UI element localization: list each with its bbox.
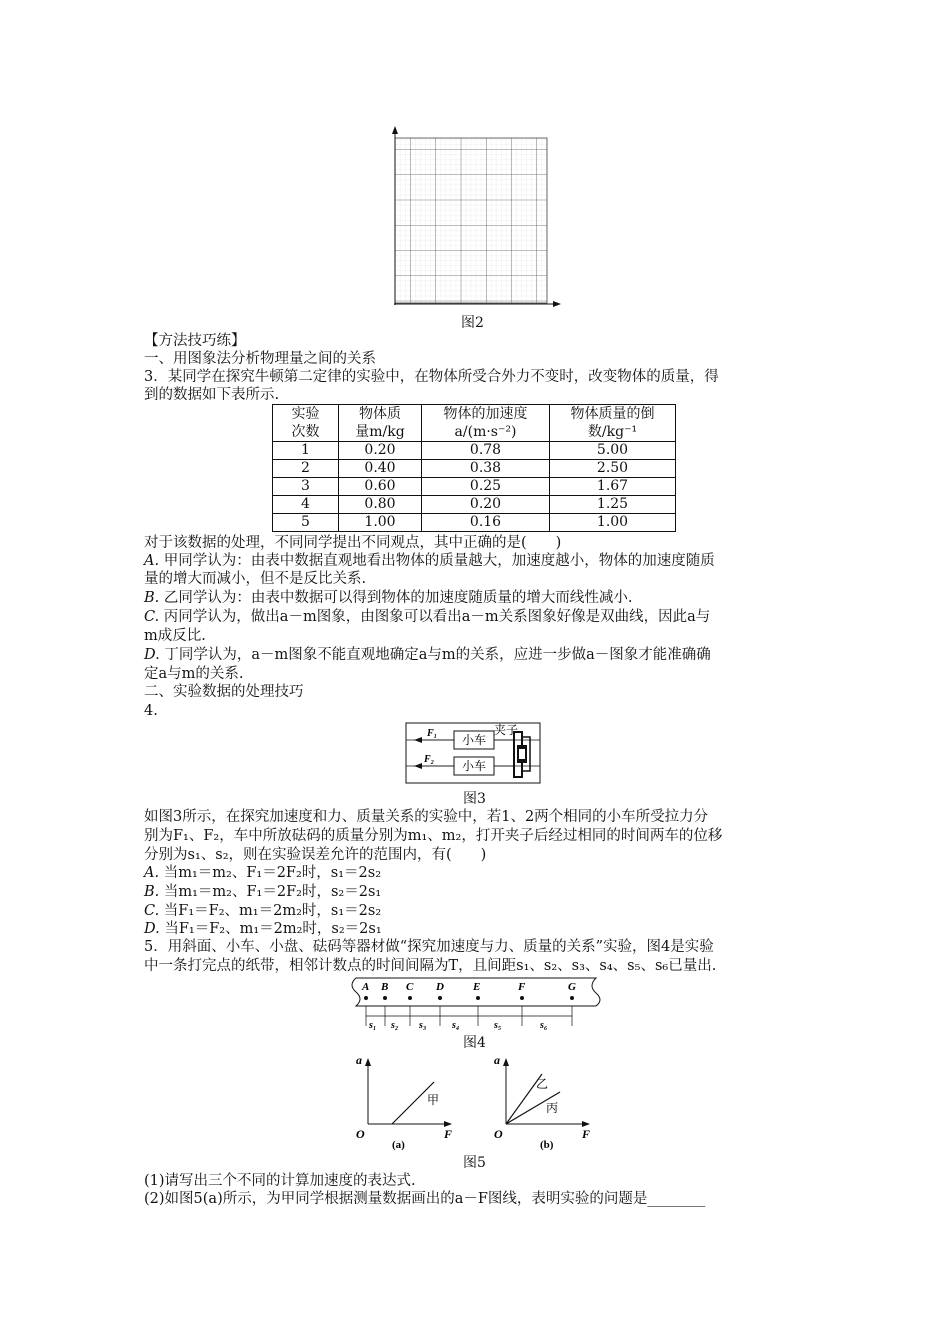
part2-title: 二、实验数据的处理技巧 bbox=[144, 684, 304, 700]
section-title: 【方法技巧练】 bbox=[144, 333, 246, 349]
q4-stem-line2: 别为F₁、F₂，车中所放砝码的质量分别为m₁、m₂，打开夹子后经过相同的时间两车的位移 bbox=[144, 828, 723, 844]
header-cell: 物体的加速度 a/(m·s⁻²) bbox=[422, 405, 550, 442]
tape-point-f: F bbox=[518, 981, 526, 993]
tape-seg-3: s₃ bbox=[419, 1020, 427, 1031]
graph-b-line1-label: 乙 bbox=[536, 1077, 549, 1091]
graph-b-y-label: a bbox=[494, 1053, 500, 1067]
tape-seg-6: s₆ bbox=[540, 1020, 548, 1031]
q3-option-c: C. 丙同学认为，做出a－m图象，由图象可以看出a－m关系图象好像是双曲线，因此a与 bbox=[144, 609, 711, 625]
f1-label: F₁ bbox=[427, 728, 438, 739]
tape-point-c: C bbox=[406, 981, 414, 993]
header-cell: 实验 次数 bbox=[273, 405, 339, 442]
cart-2-label: 小车 bbox=[461, 759, 487, 773]
graph-b-x-label: F bbox=[582, 1127, 591, 1141]
fig4-caption: 图4 bbox=[463, 1035, 486, 1051]
fig3-caption: 图3 bbox=[463, 791, 486, 807]
tape-seg-1: s₁ bbox=[369, 1020, 377, 1031]
clip-label: 夹子 bbox=[494, 723, 519, 737]
q4-option-a: A. 当m₁＝m₂、F₁＝2F₂时，s₁＝2s₂ bbox=[144, 865, 382, 881]
q5-sub1: (1)请写出三个不同的计算加速度的表达式. bbox=[144, 1173, 416, 1189]
q3-option-d-cont: 定a与m的关系. bbox=[144, 666, 244, 682]
tape-seg-2: s₂ bbox=[391, 1020, 399, 1031]
q3-stem-line1: 3．某同学在探究牛顿第二定律的实验中，在物体所受合外力不变时，改变物体的质量，得 bbox=[144, 369, 719, 385]
q3-option-a-cont: 量的增大而减小，但不是反比关系. bbox=[144, 571, 367, 587]
tape-point-b: B bbox=[381, 981, 389, 993]
table-row: 5 1.00 0.16 1.00 bbox=[273, 514, 676, 532]
q3-option-a: A. 甲同学认为：由表中数据直观地看出物体的质量越大，加速度越小，物体的加速度随质 bbox=[144, 553, 715, 569]
tape-seg-5: s₅ bbox=[494, 1020, 502, 1031]
header-cell: 物体质量的倒 数/kg⁻¹ bbox=[550, 405, 676, 442]
table-row: 1 0.20 0.78 5.00 bbox=[273, 442, 676, 460]
graph-a-x-label: F bbox=[444, 1127, 453, 1141]
table-row: 3 0.60 0.25 1.67 bbox=[273, 478, 676, 496]
graph-b-line2-label: 丙 bbox=[546, 1101, 559, 1115]
q4-option-b: B. 当m₁＝m₂、F₁＝2F₂时，s₂＝2s₁ bbox=[144, 884, 382, 900]
q5-stem-line2: 中一条打完点的纸带，相邻计数点的时间间隔为T，且间距s₁、s₂、s₃、s₄、s₅、s₆已量出. bbox=[144, 958, 717, 974]
part1-title: 一、用图象法分析物理量之间的关系 bbox=[144, 351, 376, 367]
f2-label: F₂ bbox=[424, 754, 435, 765]
table-row: 2 0.40 0.38 2.50 bbox=[273, 460, 676, 478]
q3-prompt: 对于该数据的处理，不同同学提出不同观点，其中正确的是( ) bbox=[144, 535, 562, 551]
graph-a-y-label: a bbox=[356, 1053, 362, 1067]
tape-point-d: D bbox=[436, 981, 444, 993]
tape-point-a: A bbox=[362, 981, 370, 993]
q4-stem-line1: 如图3所示，在探究加速度和力、质量关系的实验中，若1、2两个相同的小车所受拉力分 bbox=[144, 809, 709, 825]
q5-sub2: (2)如图5(a)所示，为甲同学根据测量数据画出的a－F图线，表明实验的问题是________ bbox=[144, 1191, 706, 1207]
q4-stem-line3: 分别为s₁、s₂，则在实验误差允许的范围内，有( ) bbox=[144, 847, 487, 863]
q3-stem-line2: 到的数据如下表所示. bbox=[144, 387, 280, 403]
tape-point-e: E bbox=[473, 981, 481, 993]
af-graph-a bbox=[352, 1052, 462, 1162]
q3-option-b: B. 乙同学认为：由表中数据可以得到物体的加速度随质量的增大而线性减小. bbox=[144, 590, 633, 606]
data-table bbox=[272, 404, 676, 532]
tape-seg-4: s₄ bbox=[452, 1020, 460, 1031]
paper-tape-figure bbox=[348, 976, 604, 1034]
graph-a-line-label: 甲 bbox=[427, 1093, 440, 1107]
q3-option-d: D. 丁同学认为，a－m图象不能直观地确定a与m的关系，应进一步做a－图象才能准确确 bbox=[144, 647, 711, 663]
cart-1-label: 小车 bbox=[461, 733, 487, 747]
q4-option-c: C. 当F₁＝F₂、m₁＝2m₂时，s₁＝2s₂ bbox=[144, 903, 382, 919]
cart-apparatus-figure bbox=[400, 721, 545, 786]
tape-point-g: G bbox=[568, 981, 576, 993]
q3-option-c-cont: m成反比. bbox=[144, 628, 206, 644]
q4-number: 4. bbox=[144, 703, 158, 719]
fig5-caption: 图5 bbox=[463, 1155, 486, 1171]
q4-option-d: D. 当F₁＝F₂、m₁＝2m₂时，s₂＝2s₁ bbox=[144, 921, 382, 937]
af-graph-b bbox=[490, 1052, 600, 1162]
table-header-row bbox=[273, 405, 676, 442]
graph-a-sub-label: (a) bbox=[392, 1139, 405, 1151]
graph-b-sub-label: (b) bbox=[540, 1139, 554, 1151]
header-cell: 物体质 量m/kg bbox=[339, 405, 422, 442]
graph-a-origin: O bbox=[356, 1127, 365, 1141]
graph-paper-figure bbox=[385, 124, 565, 314]
fig2-caption: 图2 bbox=[461, 315, 484, 331]
q5-stem-line1: 5．用斜面、小车、小盘、砝码等器材做“探究加速度与力、质量的关系”实验，图4是实验 bbox=[144, 939, 714, 955]
table-row: 4 0.80 0.20 1.25 bbox=[273, 496, 676, 514]
graph-b-origin: O bbox=[494, 1127, 503, 1141]
